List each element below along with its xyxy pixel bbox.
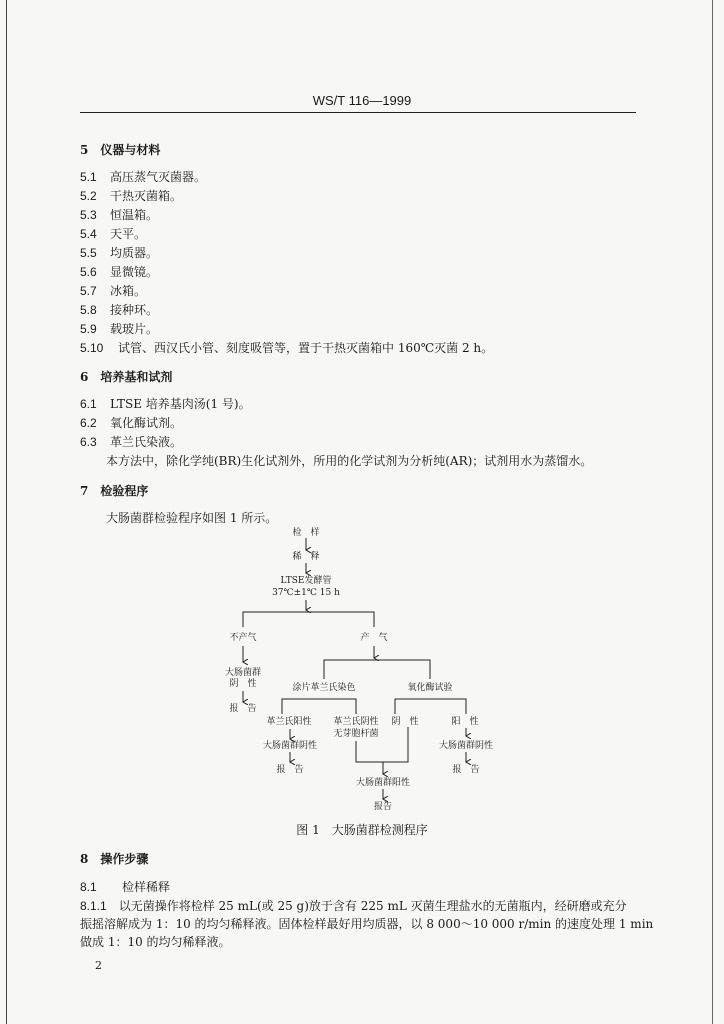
flow-dilution: 稀 释 bbox=[292, 552, 320, 562]
section-6-heading: 6 培养基和试剂 bbox=[80, 370, 173, 384]
paragraph-8-1-1-line2: 振摇溶解成为 1：10 的均匀稀释液。固体检样最好用均质器，以 8 000～10 000 r/min 的速度处理 1 min bbox=[80, 917, 654, 931]
section-7-heading: 7 检验程序 bbox=[80, 484, 149, 498]
flow-no-gas: 不产气 bbox=[229, 633, 257, 643]
flow-oxidase-negative: 阴 性 bbox=[391, 717, 419, 727]
flow-coliform-negative-1b: 阴 性 bbox=[229, 679, 257, 689]
flow-report-4: 报告 bbox=[373, 802, 392, 812]
paragraph-8-1-1-line3: 做成 1：10 的均匀稀释液。 bbox=[80, 935, 231, 949]
list-item: 5.8 接种环。 bbox=[80, 303, 159, 317]
list-item: 5.1 高压蒸气灭菌器。 bbox=[80, 170, 207, 184]
list-item: 5.2 干热灭菌箱。 bbox=[80, 189, 183, 203]
page-number: 2 bbox=[95, 959, 102, 972]
flow-sample: 检 样 bbox=[292, 528, 320, 538]
list-item: 5.7 冰箱。 bbox=[80, 284, 147, 298]
list-item: 6.2 氧化酶试剂。 bbox=[80, 416, 183, 430]
figure-caption: 图 1 大肠菌群检测程序 bbox=[296, 823, 428, 837]
flow-ltse-tube: LTSE发酵管 bbox=[280, 576, 332, 586]
flow-oxidase-positive: 阳 性 bbox=[451, 717, 479, 727]
reagent-note: 本方法中，除化学纯(BR)生化试剂外，所用的化学试剂为分析纯(AR)；试剂用水为蒸馏水。 bbox=[106, 454, 593, 468]
list-item: 5.9 载玻片。 bbox=[80, 322, 159, 336]
flow-gas: 产 气 bbox=[360, 633, 388, 643]
section-5-heading: 5 仪器与材料 bbox=[80, 143, 161, 157]
flow-coliform-negative-2: 大肠菌群阴性 bbox=[262, 741, 317, 751]
flow-gram-negative-2: 无芽胞杆菌 bbox=[333, 729, 379, 739]
flow-gram-stain: 涂片革兰氏染色 bbox=[292, 683, 356, 693]
flow-coliform-negative-1a: 大肠菌群 bbox=[224, 668, 261, 678]
flow-coliform-negative-3: 大肠菌群阴性 bbox=[438, 741, 493, 751]
flow-report-1: 报 告 bbox=[229, 704, 257, 714]
flow-report-3: 报 告 bbox=[452, 765, 480, 775]
flow-incubation: 37℃±1℃ 15 h bbox=[272, 588, 340, 598]
section-8-heading: 8 操作步骤 bbox=[80, 852, 149, 866]
list-item: 6.1 LTSE 培养基肉汤(1 号)。 bbox=[80, 397, 251, 411]
procedure-intro: 大肠菌群检验程序如图 1 所示。 bbox=[106, 511, 278, 525]
list-item: 5.5 均质器。 bbox=[80, 246, 159, 260]
list-item: 5.4 天平。 bbox=[80, 227, 147, 241]
list-item: 6.3 革兰氏染液。 bbox=[80, 435, 183, 449]
flow-gram-positive: 革兰氏阳性 bbox=[266, 717, 312, 727]
list-item: 5.6 显微镜。 bbox=[80, 265, 159, 279]
flow-coliform-positive: 大肠菌群阳性 bbox=[355, 778, 410, 788]
list-item: 5.10 试管、西汉氏小管、刻度吸管等，置于干热灭菌箱中 160℃灭菌 2 h。 bbox=[80, 341, 494, 355]
subsection-8-1: 8.1 检样稀释 bbox=[80, 880, 171, 894]
flow-report-2: 报 告 bbox=[276, 765, 304, 775]
paragraph-8-1-1-line1: 8.1.1 以无菌操作将检样 25 mL(或 25 g)放于含有 225 mL 灭菌生理盐水的无菌瓶内，经研磨或充分 bbox=[80, 899, 627, 913]
standard-code: WS/T 116—1999 bbox=[312, 93, 412, 108]
list-item: 5.3 恒温箱。 bbox=[80, 208, 159, 222]
flow-oxidase-test: 氧化酶试验 bbox=[407, 683, 453, 693]
flow-gram-negative-1: 革兰氏阴性 bbox=[333, 717, 379, 727]
